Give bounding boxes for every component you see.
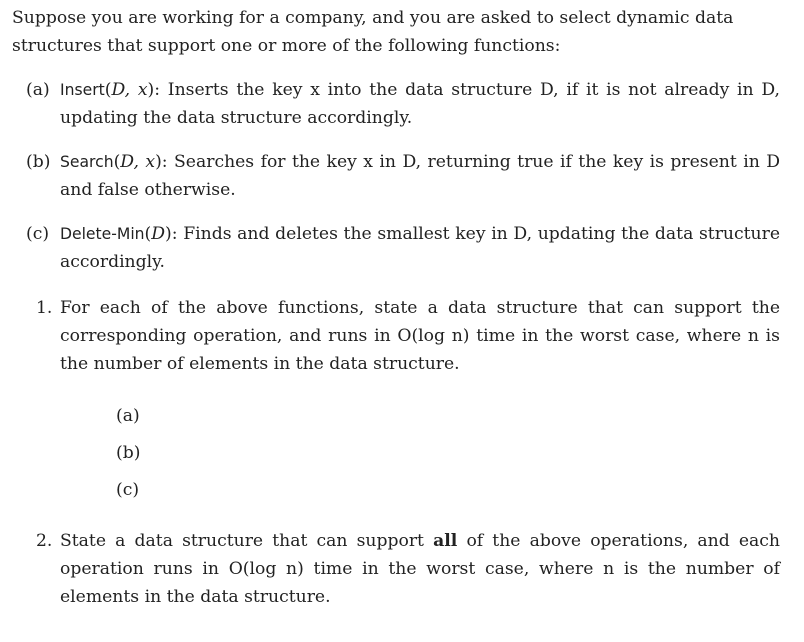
answer-list [60, 398, 780, 509]
function-item-delete-min: (c) Delete-Min(D): Finds and deletes the smallest key in D, updating the data structure accordingly. [12, 220, 780, 276]
answer-item-b: (b) [116, 443, 141, 463]
function-args: D [151, 224, 166, 244]
document-page [12, 4, 780, 611]
function-description: : Inserts the key x into the data structure D, if it is not already in D, updating the data structure accordingly. [60, 80, 780, 128]
function-marker: (b) [26, 152, 51, 172]
function-args: D, x [111, 80, 148, 100]
intro-paragraph: Suppose you are working for a company, and you are asked to select dynamic data structures that support one or more of the following functions: [12, 8, 734, 56]
function-marker: (c) [26, 224, 50, 244]
question-emphasis: all [433, 531, 458, 551]
function-name: Search [60, 153, 114, 171]
function-item-search: (b) Search(D, x): Searches for the key x in D, returning true if the key is present in D and false otherwise. [12, 148, 780, 204]
question-1 [12, 294, 780, 509]
answer-item-a: (a) [116, 406, 140, 426]
question-text-before: State a data structure that can support [60, 531, 434, 551]
function-description: : Searches for the key x in D, returning true if the key is present in D and false otherwise. [60, 152, 781, 200]
function-name: Delete-Min [60, 225, 145, 243]
function-description: : Finds and deletes the smallest key in D, updating the data structure accordingly. [60, 224, 780, 272]
question-text-after: of the above operations, and each operation runs in O(log n) time in the worst case, where n is the number of elements in the data structure. [60, 531, 781, 607]
answer-item-c: (c) [116, 480, 140, 500]
question-text: For each of the above functions, state a data structure that can support the corresponding operation, and runs in O(log n) time in the worst case, where n is the number of elements in the data structure. [60, 298, 780, 374]
function-name: Insert [60, 81, 105, 99]
question-marker: 2. [36, 531, 53, 551]
function-item-insert: (a) Insert(D, x): Inserts the key x into the data structure D, if it is not already in D, updating the data structure accordingly. [12, 76, 780, 132]
function-marker: (a) [26, 80, 50, 100]
question-2 [12, 527, 780, 611]
function-args: D, x [120, 152, 156, 172]
question-marker: 1. [36, 298, 53, 318]
